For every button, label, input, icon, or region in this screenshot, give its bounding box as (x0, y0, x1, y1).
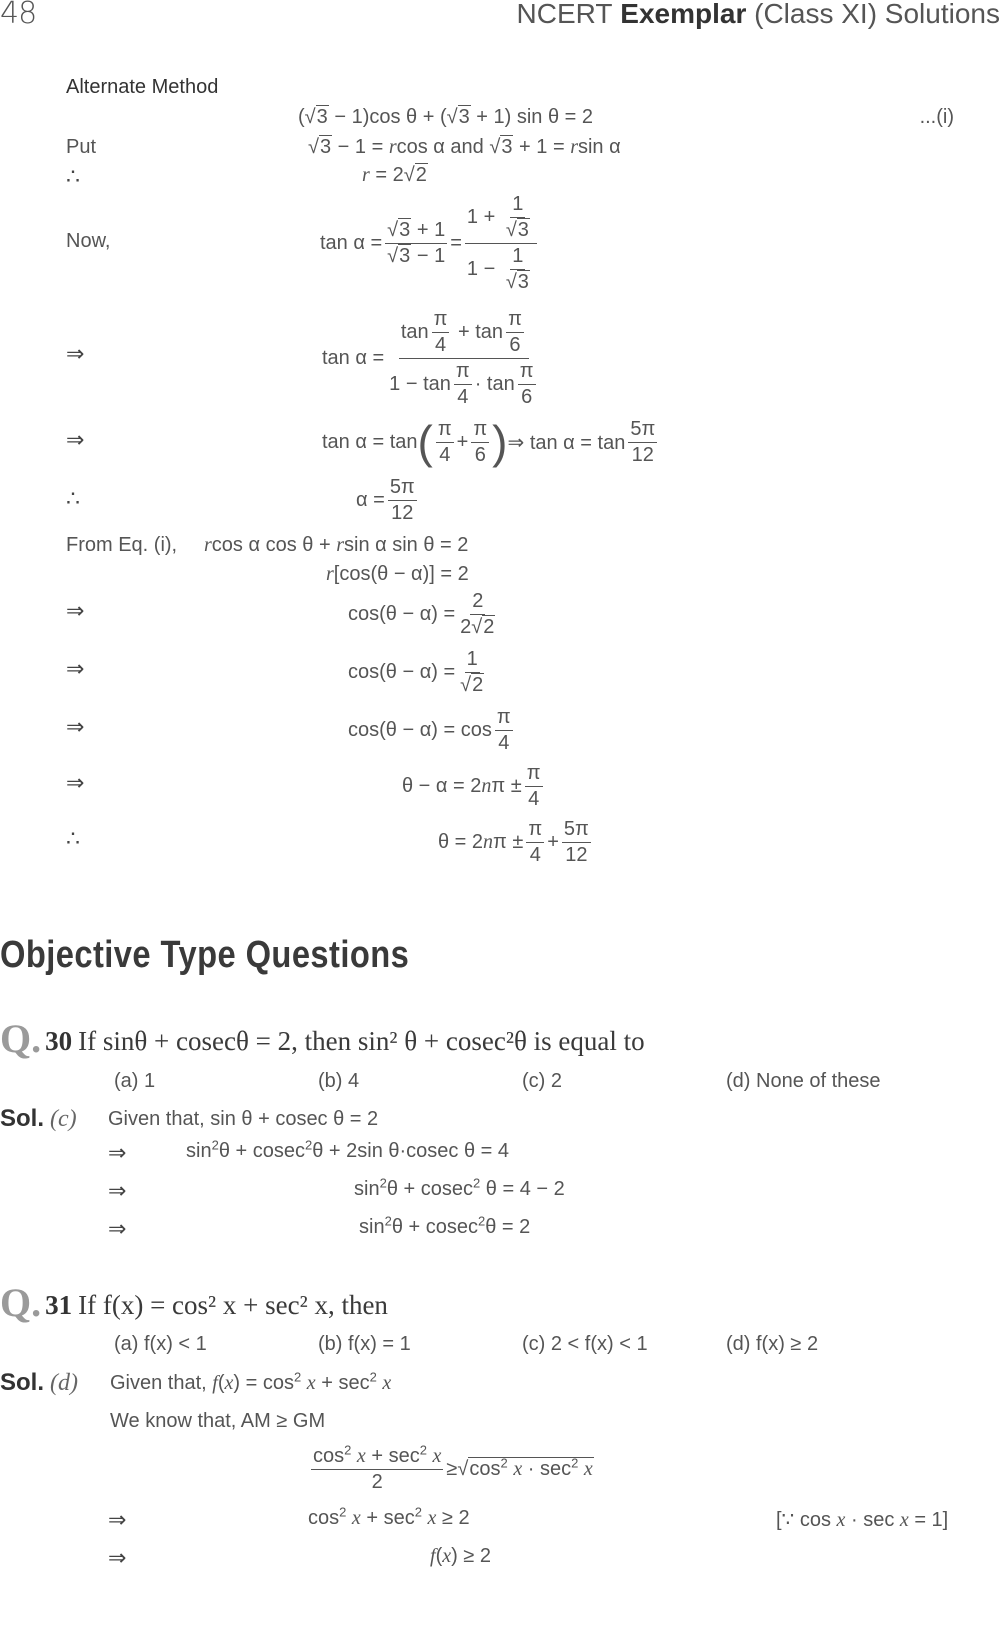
option-d: (d) f(x) ≥ 2 (726, 1333, 819, 1355)
solution-30-label (0, 1105, 77, 1133)
reason-bracket: [∵ cos x · sec x = 1] (776, 1509, 949, 1531)
expanded-equation: rcos α cos θ + rsin α sin θ = 2 (204, 534, 469, 556)
solution-label: Sol. (0, 1369, 45, 1396)
cos-difference-cos-pi4: cos(θ − α) = cos $\frac{\pi}{4}$ (348, 705, 511, 754)
question-mark-icon: Q. (0, 1016, 42, 1061)
implies-symbol: ⇒ (108, 1507, 127, 1532)
question-number: 30 (45, 1026, 73, 1056)
r-cos-difference: r[cos(θ − α)] = 2 (326, 563, 469, 585)
therefore-symbol: ∴ (66, 486, 80, 511)
option-a: (a) 1 (114, 1070, 156, 1092)
equation-i: (√3 − 1)cos θ + (√3 + 1) sin θ = 2 (298, 106, 594, 128)
solution-label: Sol. (0, 1105, 45, 1132)
solution-30-line-2: $\sin^2\theta + cosec^2\theta + 2\sin$ θ·cosec θ = 4 (186, 1137, 510, 1162)
solution-30-line-4: $\sin^2\theta + cosec^2\theta = 2$ (359, 1213, 531, 1238)
running-header (517, 0, 1000, 30)
book-suffix: (Class XI) Solutions (754, 0, 1000, 29)
question-mark-icon: Q. (0, 1280, 42, 1325)
substitution-line: √3 − 1 = rcos α and √3 + 1 = rsin α (308, 136, 621, 158)
implies-symbol: ⇒ (66, 427, 85, 452)
implies-symbol: ⇒ (108, 1140, 127, 1165)
book-prefix: NCERT (516, 0, 613, 29)
solution-31-line-1: Given that, $f(x) = \cos^2 x + \sec^2 x$ (110, 1369, 392, 1394)
section-heading: Objective Type Questions (0, 934, 410, 976)
tan-addition-formula: tan α = tan $\frac{\pi}{4}$ + tan $\frac{\pi}{6}$ 1 − tan $\frac{\pi}{4}$ · tan $\frac{\pi}{6}$ (322, 307, 534, 408)
implies-symbol: ⇒ (108, 1216, 127, 1241)
solution-31-label (0, 1369, 78, 1397)
label-now: Now, (66, 230, 111, 252)
implies-symbol: ⇒ (66, 714, 85, 739)
solution-31-line-2: We know that, AM ≥ GM (110, 1410, 326, 1432)
alpha-value: α = $\frac{5\pi}{12}$ (356, 475, 415, 524)
page-number: 48 (0, 0, 37, 31)
solution-30-line-3: $\sin^2\theta + cosec^2$ θ = 4 − 2 (354, 1175, 565, 1200)
solution-31-line-5: f(x) ≥ 2 (430, 1545, 491, 1567)
question-text: If sinθ + cosecθ = 2, then sin² θ + cosec²θ is equal to (78, 1026, 645, 1056)
option-b: (b) 4 (318, 1070, 360, 1092)
implies-symbol: ⇒ (108, 1178, 127, 1203)
am-gm-inequality: $\frac{\cos^2 x + \sec^2 x}{2}$ ≥ $√\cos^2$ $x \cdot \sec^2 x$ (313, 1441, 593, 1493)
equation-tag: ...(i) (919, 106, 954, 128)
tan-alpha-sum: tan α = tan ( $\frac{\pi}{4}$ + $\frac{\pi}{6}$ ) ⇒ tan α = tan $\frac{5\pi}{12}$ (322, 416, 656, 468)
option-c: (c) 2 < f(x) < 1 (522, 1333, 648, 1355)
cos-difference-2-over-2root2: cos(θ − α) = $\frac{2}{2√2}$ (348, 589, 495, 638)
label-put: Put (66, 136, 97, 158)
implies-symbol: ⇒ (66, 770, 85, 795)
option-b: (b) f(x) = 1 (318, 1333, 411, 1355)
tan-alpha-ratio: tan α = $\frac{√3 + 1}{√3 - 1}$ = 1 + $\frac{1}{√3}$ 1 − $\frac{1}{√3}$ (320, 186, 540, 300)
alternate-method-title: Alternate Method (66, 76, 219, 98)
label-from-eq: From Eq. (i), (66, 534, 178, 556)
option-c: (c) 2 (522, 1070, 562, 1092)
question-31 (0, 1279, 388, 1326)
implies-symbol: ⇒ (66, 341, 85, 366)
solution-answer: (d) (50, 1370, 78, 1396)
therefore-symbol: ∴ (66, 826, 80, 851)
question-30 (0, 1015, 645, 1062)
solution-30-line-1: Given that, sin θ + cosec θ = 2 (108, 1108, 379, 1130)
question-text: If f(x) = cos² x + sec² x, then (78, 1290, 388, 1320)
solution-answer: (c) (50, 1106, 77, 1132)
book-title: Exemplar (620, 0, 747, 29)
implies-symbol: ⇒ (66, 598, 85, 623)
option-a: (a) f(x) < 1 (114, 1333, 207, 1355)
implies-symbol: ⇒ (66, 656, 85, 681)
therefore-symbol: ∴ (66, 164, 80, 189)
solution-31-line-4: $\cos^2 x + \sec^2 x \ge 2$ (308, 1504, 470, 1529)
cos-difference-1-over-root2: cos(θ − α) = $\frac{1}{√2}$ (348, 647, 484, 696)
theta-general-solution: θ = 2nπ ± $\frac{\pi}{4}$ + $\frac{5\pi}{12}$ (438, 817, 589, 866)
r-value-line: r = 2√2 (362, 164, 427, 186)
question-number: 31 (45, 1290, 73, 1320)
implies-symbol: ⇒ (108, 1545, 127, 1570)
option-d: (d) None of these (726, 1070, 881, 1092)
theta-minus-alpha: θ − α = 2nπ ± $\frac{\pi}{4}$ (402, 761, 541, 810)
